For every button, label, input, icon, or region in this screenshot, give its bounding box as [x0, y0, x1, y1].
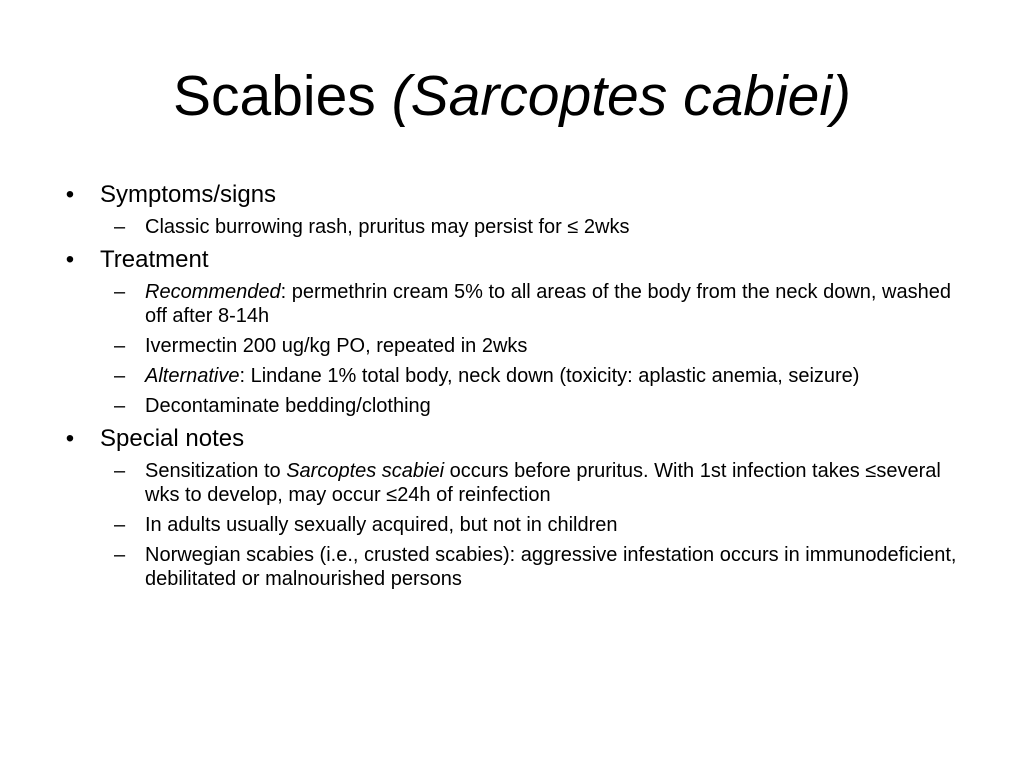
section-heading: Special notes — [100, 425, 245, 452]
sub-bullet-text: In adults usually sexually acquired, but not in children — [145, 514, 618, 536]
dash-icon: – — [114, 514, 126, 536]
sub-bullet-text: Ivermectin 200 ug/kg PO, repeated in 2wks — [145, 335, 528, 357]
dash-icon: – — [114, 216, 126, 238]
title-italic: (Sarcoptes cabiei) — [391, 64, 851, 128]
bullet-treatment — [60, 245, 980, 274]
sub-bullet-text: : permethrin cream 5% to all areas of the body from the neck down, washed off after 8-14h — [145, 281, 951, 327]
sub-bullet-text: occurs before pruritus. With 1st infection takes ≤several wks to develop, may occur ≤24h of reinfection — [145, 460, 941, 506]
sub-bullet — [60, 280, 965, 328]
sub-bullet-text: Classic burrowing rash, pruritus may persist for ≤ 2wks — [145, 216, 630, 238]
sub-bullet — [60, 459, 965, 507]
sub-bullet — [60, 394, 965, 418]
slide-title — [0, 62, 1024, 130]
sub-bullet-text: : Lindane 1% total body, neck down (toxicity: aplastic anemia, seizure) — [239, 365, 860, 387]
bullet-icon: • — [65, 181, 75, 208]
bullet-icon: • — [65, 425, 75, 452]
sub-bullet-text: Decontaminate bedding/clothing — [145, 395, 431, 417]
section-heading: Treatment — [100, 246, 209, 273]
sub-bullet — [60, 334, 965, 358]
dash-icon: – — [114, 460, 126, 482]
sub-bullet — [60, 215, 965, 239]
sub-bullet — [60, 513, 965, 537]
bullet-icon: • — [65, 246, 75, 273]
sub-bullet-emphasis: Alternative — [145, 365, 240, 387]
bullet-special-notes — [60, 424, 980, 453]
sub-bullet-emphasis: Recommended — [145, 281, 281, 303]
dash-icon: – — [114, 335, 126, 357]
dash-icon: – — [114, 365, 126, 387]
sub-bullet-emphasis: Sarcoptes scabiei — [286, 460, 445, 482]
sub-bullet — [60, 364, 965, 388]
bullet-symptoms-signs — [60, 180, 980, 209]
slide-body — [60, 180, 980, 591]
section-heading: Symptoms/signs — [100, 181, 277, 208]
dash-icon: – — [114, 544, 126, 566]
sub-bullet-text: Norwegian scabies (i.e., crusted scabies): aggressive infestation occurs in immunodeficient, debilitated or malnourished persons — [145, 544, 957, 590]
dash-icon: – — [114, 395, 126, 417]
title-main: Scabies — [172, 64, 376, 128]
sub-bullet-prefix: Sensitization to — [145, 460, 287, 482]
sub-bullet — [60, 543, 965, 591]
dash-icon: – — [114, 281, 126, 303]
